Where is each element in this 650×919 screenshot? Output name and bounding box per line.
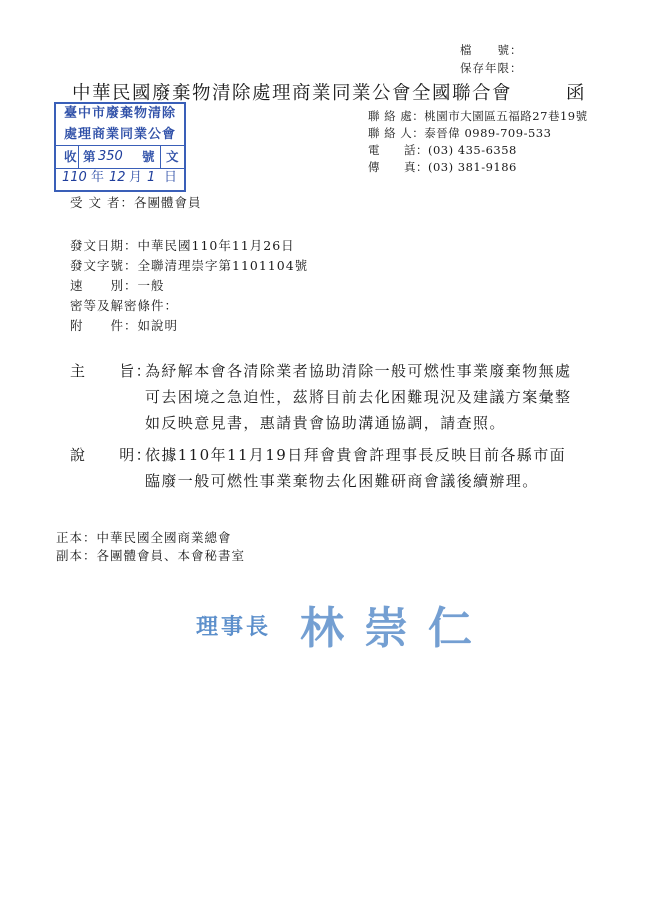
- document-type: 函: [566, 83, 587, 104]
- attachment: 附 件：如說明: [70, 318, 179, 333]
- subject-label: 主 旨：: [70, 362, 153, 380]
- stamp-receive-label: 收: [64, 149, 77, 164]
- chairman-seal: [196, 590, 596, 654]
- explanation-line-2: 臨廢一般可燃性事業棄物去化困難研商會議後續辦理。: [145, 472, 539, 490]
- secrecy-conditions: 密等及解密條件：: [70, 298, 179, 313]
- chairman-name: 林崇仁: [300, 603, 492, 654]
- delivery-speed: 速 別：一般: [70, 278, 165, 293]
- stamp-day-suffix: 日: [164, 170, 178, 185]
- copy-recipients: 副本：各團體會員、本會秘書室: [56, 548, 246, 563]
- subject-line-3: 如反映意見書，惠請貴會協助溝通協調，請查照。: [145, 414, 506, 432]
- stamp-month-suffix: 月: [129, 170, 143, 185]
- stamp-org-line2: 處理商業同業公會: [56, 124, 184, 146]
- file-number-label: 檔 號：: [460, 43, 523, 57]
- stamp-year: 110: [62, 170, 87, 185]
- receipt-stamp: [54, 102, 186, 192]
- stamp-number-suffix: 號: [142, 149, 155, 164]
- stamp-number-prefix: 第: [78, 145, 96, 168]
- stamp-day: 1: [147, 170, 156, 185]
- retention-period-label: 保存年限：: [460, 61, 523, 75]
- recipient: 受 文 者：各團體會員: [70, 195, 202, 210]
- subject-line-1: 為紓解本會各清除業者協助清除一般可燃性事業廢棄物無處: [145, 362, 572, 380]
- issue-date: 發文日期：中華民國110年11月26日: [70, 238, 295, 253]
- explanation-label: 說 明：: [70, 446, 153, 464]
- contact-person: 聯 絡 人：泰晉偉 0989-709-533: [368, 126, 552, 140]
- original-recipients: 正本：中華民國全國商業總會: [56, 530, 232, 545]
- contact-phone: 電 話：(03) 435-6358: [368, 143, 517, 157]
- organization-title: 中華民國廢棄物清除處理商業同業公會全國聯合會: [72, 83, 513, 104]
- stamp-date-row: [56, 168, 184, 188]
- stamp-org-line1: 臺中市廢棄物清除: [63, 106, 176, 121]
- contact-address: 聯 絡 處：桃園市大園區五福路27巷19號: [368, 109, 588, 123]
- contact-fax: 傳 真：(03) 381-9186: [368, 160, 517, 174]
- explanation-line-1: 依據110年11月19日拜會貴會許理事長反映目前各縣市面: [145, 446, 567, 464]
- stamp-year-suffix: 年: [91, 170, 105, 185]
- stamp-wen-label: 文: [160, 145, 179, 168]
- reference-number: 發文字號：全聯清理崇字第1101104號: [70, 258, 309, 273]
- subject-line-2: 可去困境之急迫性，茲將目前去化困難現況及建議方案彙整: [145, 388, 572, 406]
- stamp-number-row: [56, 145, 184, 169]
- stamp-number: 350: [98, 149, 123, 164]
- chairman-title: 理事長: [196, 615, 272, 640]
- stamp-month: 12: [109, 170, 126, 185]
